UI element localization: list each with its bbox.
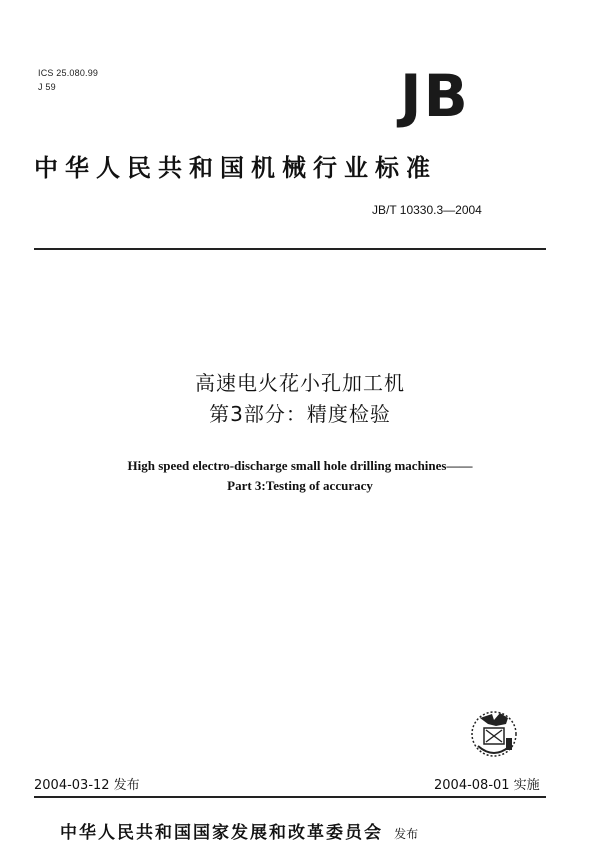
ics-code: ICS 25.080.99: [38, 68, 99, 78]
footer-divider: [34, 796, 546, 798]
header-divider: [34, 248, 546, 250]
standard-number: JB/T 10330.3—2004: [372, 203, 482, 217]
title-en-line2: Part 3:Testing of accuracy: [227, 478, 373, 493]
category-code: J 59: [38, 82, 56, 92]
emblem-seal: [466, 704, 522, 766]
issuer-suffix: 发布: [394, 827, 419, 841]
title-cn-line2: 第3部分：精度检验: [209, 402, 391, 426]
industry-standard-title: 中华人民共和国机械行业标准: [34, 154, 437, 182]
emblem-seal-icon: [466, 704, 522, 766]
issue-date: 2004-03-12 发布: [34, 778, 140, 793]
issuer-block: [60, 818, 418, 843]
title-cn-line1: 高速电火花小孔加工机: [195, 371, 405, 395]
effective-date: 2004-08-01 实施: [434, 778, 540, 793]
issuer-name: 中华人民共和国国家发展和改革委员会: [60, 823, 383, 843]
title-en-line1: High speed electro-discharge small hole drilling machines——: [127, 458, 473, 473]
jb-logo: JB: [400, 62, 470, 130]
